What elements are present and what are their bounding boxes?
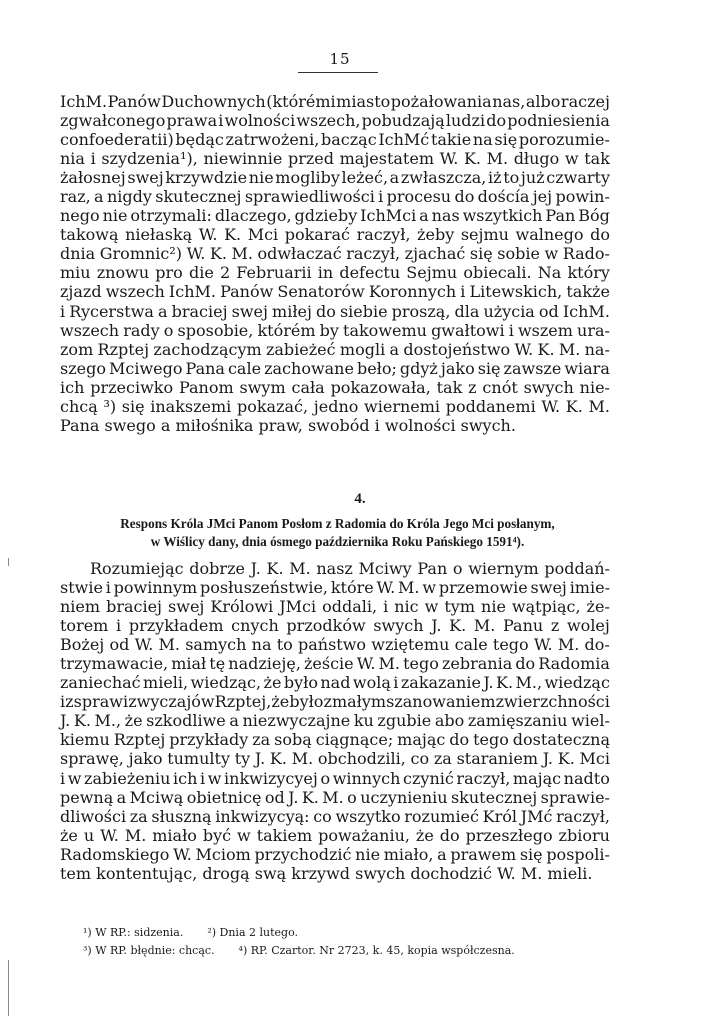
text-line: raz, a nigdy skutecznej sprawiedliwości i procesu do doścía jej powin- <box>60 187 610 207</box>
text-line: i w zabieżeniu ich i w inkwizycyej o winnych czynić raczył, mając nadto <box>60 768 610 788</box>
text-line: dnia Gromnic²) W. K. M. odwłaczać raczył, zjachać się sobie w Rado- <box>60 244 610 264</box>
text-line: tem kontentując, drogą swą krzywd swych dochodzić W. M. mieli. <box>60 863 593 883</box>
page-number-rule <box>298 72 378 73</box>
text-line: wszech rady o sposobie, którém by takowemu gwałtowi i wszem ura- <box>60 320 610 340</box>
footnotes <box>83 924 603 960</box>
text-line: ich przeciwko Panom swym cała pokazowała, tak z cnót swych nie- <box>60 377 610 397</box>
text-line: IchM. Panów Duchownych (którémi miasto pożałowania nas, albo raczej <box>60 92 610 111</box>
text-line: że u W. M. miało być w takiem poważaniu, że do przeszłego zbioru <box>60 825 610 845</box>
document-heading-line: Respons Króla JMci Panom Posłom z Radomia do Króla Jego Mci posłanym, <box>120 516 555 531</box>
text-line: pewną a Mciwą obietnicę od J. K. M. o uczynieniu skutecznej sprawie- <box>60 787 610 807</box>
margin-mark <box>8 558 9 566</box>
text-line: nego nie otrzymali: dlaczego, gdzieby IchMci a nas wszytkich Pan Bóg <box>60 206 610 226</box>
text-line: miu znowu pro die 2 Februarii in defectu Sejmu obiecali. Na który <box>60 263 610 283</box>
text-line: trzymawacie, miał tę nadzieję, żeście W. M. tego zebrania do Radomia <box>60 654 610 674</box>
margin-mark <box>8 960 9 1016</box>
footnote-2: ²) Dnia 2 lutego. <box>207 926 298 939</box>
text-line: chcą ³) się inakszemi pokazać, jedno wiernemi poddanemi W. K. M. <box>60 396 610 416</box>
text-line: niem braciej swej Królowi JMci oddali, i nic w tym nie wątpiąc, że- <box>60 597 610 617</box>
text-line: J. K. M., że szkodliwe a niezwyczajne ku zgubie abo zamięszaniu wiel- <box>60 711 610 731</box>
text-line: zom Rzptej zachodzącym zabieżeć mogli a dostojeństwo W. K. M. na- <box>60 339 610 359</box>
text-line: kiemu Rzptej przykłady za sobą ciągnące; mając do tego dostateczną <box>60 730 610 750</box>
text-line: zjazd wszech IchM. Panów Senatorów Koronnych i Litewskich, także <box>60 282 610 302</box>
text-line: takową niełaską W. K. Mci pokarać raczył, żeby sejmu walnego do <box>60 225 610 245</box>
document-heading-line: w Wiślicy dany, dnia ósmego października Roku Pańskiego 1591⁴). <box>150 534 525 549</box>
text-line: zaniechać mieli, wiedząc, że było nad wolą i zakazanie J. K. M., wiedząc <box>60 673 610 693</box>
text-line: i z spraw i zwyczajów Rzptej, że było z małym szanowaniem zwierzchności <box>60 692 610 712</box>
text-line: stwie i powinnym posłuszeństwie, które W. M. w przemowie swej imie- <box>60 578 610 598</box>
text-line: Bożej od W. M. samych na to państwo wziętemu cale tego W. M. do- <box>60 635 610 655</box>
text-line: żałosnej swej krzywdzie nie mogliby leżeć, a zwłaszcza, iż to już czwarty <box>60 168 610 188</box>
paragraph-1 <box>60 92 610 435</box>
document-heading <box>60 515 615 551</box>
paragraph-2 <box>60 559 610 883</box>
text-line: szego Mciwego Pana cale zachowane beło; gdyż jako się zawsze wiara <box>60 358 610 378</box>
text-line: nia i szydzenia¹), niewinnie przed majestatem W. K. M. długo w tak <box>60 149 610 169</box>
footnote-row <box>83 942 603 960</box>
text-line: Radomskiego W. Mciom przychodzić nie miało, a prawem się pospoli- <box>60 844 610 864</box>
footnote-row <box>83 924 603 942</box>
text-line: i Rycerstwa a braciej swej miłej do siebie proszą, dla użycia od IchM. <box>60 301 610 321</box>
footnote-1: ¹) W RP.: sidzenia. <box>83 926 184 939</box>
text-line: dliwości za słuszną inkwizycyą: co wszytko rozumieć Król JMć raczył, <box>60 806 610 826</box>
footnote-3: ³) W RP. błędnie: chcąc. <box>83 944 215 957</box>
text-line: sprawę, jako tumulty ty J. K. M. obchodzili, co za staraniem J. K. Mci <box>60 749 610 769</box>
text-line: confoederatii) będąc zatrwożeni, bacząc IchMć takie na się porozumie- <box>60 130 610 150</box>
footnote-4: ⁴) RP. Czartor. Nr 2723, k. 45, kopia współczesna. <box>238 944 515 957</box>
text-line: torem i przykładem cnych przodków swych J. K. M. Panu z wolej <box>60 616 610 636</box>
text-line: Rozumiejąc dobrze J. K. M. nasz Mciwy Pan o wiernym poddań- <box>90 559 610 578</box>
text-line: Pana swego a miłośnika praw, swobód i wolności swych. <box>60 415 516 435</box>
text-line: zgwałconego prawa i wolności wszech, pobudzają ludzi do podniesienia <box>60 111 610 131</box>
page-number: 15 <box>329 50 351 68</box>
document-number: 4. <box>354 491 366 507</box>
